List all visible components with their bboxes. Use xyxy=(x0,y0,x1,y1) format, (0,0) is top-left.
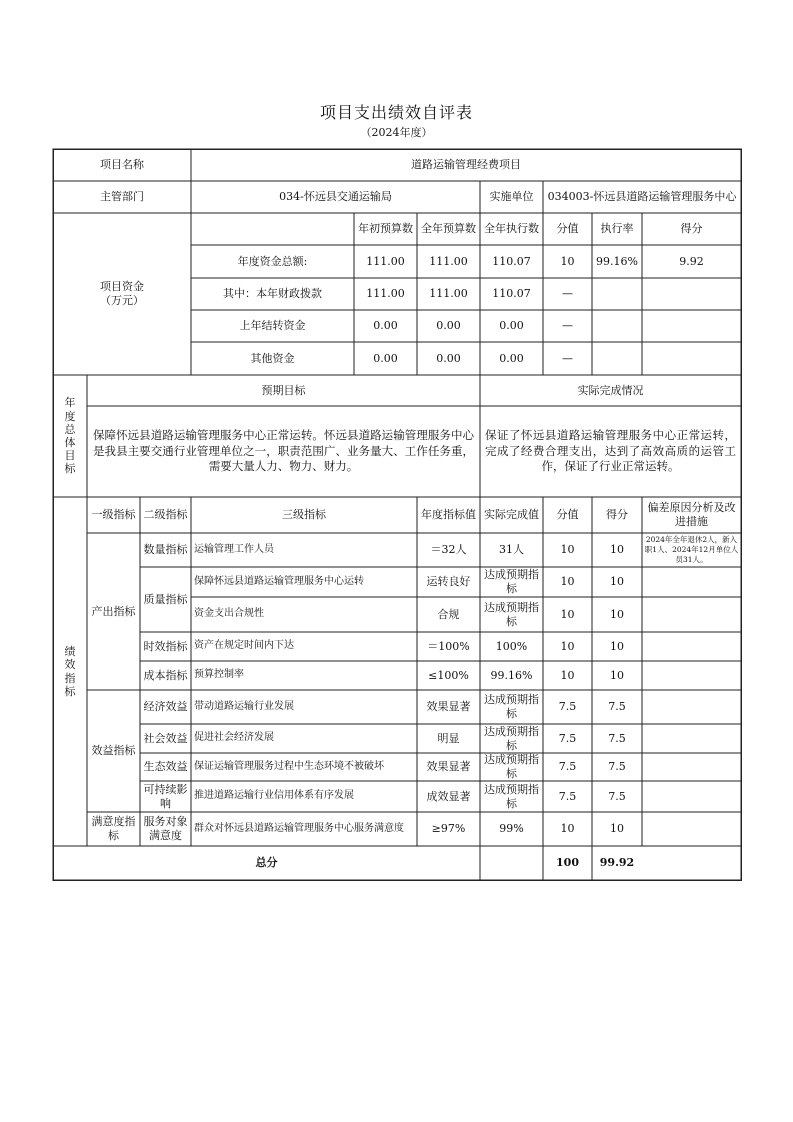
actual-goal-text: 保证了怀远县道路运输管理服务中心正常运转，完成了经费合理支出，达到了高效高质的运管工作，保证了行业正常运转。 xyxy=(485,428,736,474)
expected-goal-text: 保障怀远县道路运输管理服务中心正常运转。怀远县道路运输管理服务中心是我县主要交通行业管理单位之一，职责范围广、业务量大、工作任务重，需要大量人力、物力、财力。 xyxy=(93,428,474,474)
impl-unit-value: 034003-怀远县道路运输管理服务中心 xyxy=(547,190,737,204)
funds-header-annual: 全年预算数 xyxy=(421,222,476,236)
funds-label: 项目资金 （万元） xyxy=(100,280,144,307)
indicator-note xyxy=(642,661,741,690)
funds-row-annual: 0.00 xyxy=(436,351,461,365)
indicator-score: 10 xyxy=(610,822,624,836)
funds-row-weight: 10 xyxy=(560,254,575,268)
expected-goal-header: 预期目标 xyxy=(261,383,306,397)
indicator-note xyxy=(642,812,741,846)
indicator-target: ＝100% xyxy=(427,639,470,653)
total-label: 总分 xyxy=(255,856,278,870)
total-weight: 100 xyxy=(556,856,579,870)
indicator-name: 资产在规定时间内下达 xyxy=(194,640,294,652)
level2-timeliness: 时效指标 xyxy=(143,639,188,653)
indicator-target: 效果显著 xyxy=(426,760,471,774)
project-name-label: 项目名称 xyxy=(100,158,144,172)
indicator-weight: 10 xyxy=(560,668,575,682)
indicator-name: 保证运输管理服务过程中生态环境不被破坏 xyxy=(194,760,384,772)
ind-header-target: 年度指标值 xyxy=(421,508,476,522)
ind-header-score: 得分 xyxy=(606,508,628,522)
funds-row-label: 年度资金总额: xyxy=(237,254,308,268)
indicator-actual: 100% xyxy=(495,639,528,653)
funds-row-executed: 0.00 xyxy=(499,351,524,365)
level2-economic: 经济效益 xyxy=(143,700,188,714)
ind-header-actual: 实际完成值 xyxy=(484,508,539,522)
indicator-note xyxy=(642,781,741,812)
indicator-note xyxy=(642,597,741,632)
indicator-actual: 达成预期指标 xyxy=(484,568,539,595)
indicator-target: 成效显著 xyxy=(426,789,471,803)
funds-row-label: 其中：本年财政拨款 xyxy=(223,287,322,301)
indicator-target: 合规 xyxy=(437,607,460,621)
dept-value: 034-怀远县交通运输局 xyxy=(279,190,392,204)
funds-row-executed: 110.07 xyxy=(492,287,531,301)
dept-label: 主管部门 xyxy=(100,190,144,204)
indicator-actual: 达成预期指标 xyxy=(484,782,539,810)
level1-satisfaction: 满意度指标 xyxy=(91,815,136,842)
level2-ecological: 生态效益 xyxy=(143,760,188,774)
funds-row-weight: — xyxy=(562,351,573,365)
funds-row-score xyxy=(642,342,741,375)
indicator-actual: 31人 xyxy=(499,543,524,557)
indicator-weight: 10 xyxy=(560,575,575,589)
funds-row-score xyxy=(642,310,741,342)
funds-header-executed: 全年执行数 xyxy=(484,222,539,236)
indicator-name: 促进社会经济发展 xyxy=(194,732,274,744)
indicator-name: 群众对怀远县道路运输管理服务中心服务满意度 xyxy=(194,822,404,834)
level2-social: 社会效益 xyxy=(143,731,188,745)
level2-sustainable: 可持续影响 xyxy=(143,782,188,810)
indicator-actual: 达成预期指标 xyxy=(484,753,539,780)
level1-output: 产出指标 xyxy=(91,604,136,618)
funds-header-score: 得分 xyxy=(680,222,703,236)
funds-row-rate: 99.16% xyxy=(596,254,638,268)
indicator-target: 明显 xyxy=(437,731,460,745)
impl-unit-label: 实施单位 xyxy=(489,190,534,204)
indicators-label: 绩效指标 xyxy=(64,645,76,698)
indicator-score: 10 xyxy=(610,543,624,557)
indicator-name: 带动道路运输行业发展 xyxy=(194,700,294,712)
funds-row-annual: 0.00 xyxy=(436,319,461,333)
funds-row-annual: 111.00 xyxy=(429,287,468,301)
funds-row-label: 其他资金 xyxy=(250,351,295,365)
actual-goal-header: 实际完成情况 xyxy=(577,383,644,397)
indicator-score: 7.5 xyxy=(608,731,626,745)
indicator-note xyxy=(642,632,741,661)
ind-header-level2: 二级指标 xyxy=(143,508,188,522)
funds-row-rate xyxy=(592,278,642,310)
indicator-score: 10 xyxy=(610,607,624,621)
indicator-note xyxy=(642,724,741,753)
funds-row-label: 上年结转资金 xyxy=(239,319,306,333)
indicator-weight: 7.5 xyxy=(558,789,577,803)
indicator-weight: 10 xyxy=(560,607,575,621)
indicator-score: 10 xyxy=(610,668,624,682)
funds-row-initial: 0.00 xyxy=(373,351,398,365)
indicator-name: 运输管理工作人员 xyxy=(194,543,274,555)
funds-row-initial: 111.00 xyxy=(366,287,405,301)
total-score: 99.92 xyxy=(599,856,635,870)
indicator-actual: 达成预期指标 xyxy=(484,724,539,752)
funds-row-rate xyxy=(592,342,642,375)
indicator-name: 保障怀远县道路运输管理服务中心运转 xyxy=(194,575,364,587)
indicator-note xyxy=(642,753,741,781)
funds-row-weight: — xyxy=(562,319,573,333)
indicator-weight: 7.5 xyxy=(558,760,577,774)
indicator-name: 预算控制率 xyxy=(194,669,244,681)
indicator-target: 运转良好 xyxy=(426,575,471,589)
indicator-note: 2024年全年退休2人，新入职1人、2024年12月单位人员31人。 xyxy=(644,534,739,565)
ind-header-level3: 三级指标 xyxy=(282,508,326,522)
level2-quality: 质量指标 xyxy=(143,592,188,606)
funds-header-weight: 分值 xyxy=(556,222,579,236)
indicator-score: 7.5 xyxy=(608,760,626,774)
goals-label: 年度总体目标 xyxy=(64,396,76,476)
indicator-note xyxy=(642,690,741,724)
ind-header-deviation: 偏差原因分析及改进措施 xyxy=(647,501,736,528)
funds-row-initial: 0.00 xyxy=(373,319,398,333)
indicator-weight: 10 xyxy=(560,822,575,836)
funds-row-executed: 0.00 xyxy=(499,319,524,333)
indicator-weight: 7.5 xyxy=(558,700,577,714)
page-subtitle: （2024年度） xyxy=(360,126,433,139)
indicator-weight: 10 xyxy=(560,543,575,557)
funds-header-initial: 年初预算数 xyxy=(358,222,413,236)
funds-header-rate: 执行率 xyxy=(600,222,634,236)
page-title: 项目支出绩效自评表 xyxy=(319,103,473,122)
indicator-weight: 10 xyxy=(560,639,575,653)
project-name-value: 道路运输管理经费项目 xyxy=(411,158,521,172)
level2-cost: 成本指标 xyxy=(143,668,188,682)
goals-label-cell xyxy=(53,375,87,497)
ind-header-weight: 分值 xyxy=(556,508,579,522)
indicator-note xyxy=(642,567,741,597)
indicator-target: 效果显著 xyxy=(426,700,471,714)
funds-row-annual: 111.00 xyxy=(429,254,468,268)
indicator-actual: 达成预期指标 xyxy=(484,693,539,720)
indicator-name: 资金支出合规性 xyxy=(194,608,264,620)
indicator-weight: 7.5 xyxy=(558,731,577,745)
indicator-actual: 99.16% xyxy=(490,668,533,682)
indicator-target: ≤100% xyxy=(428,668,469,682)
level1-benefit: 效益指标 xyxy=(91,744,136,758)
funds-row-score xyxy=(642,278,741,310)
indicator-actual: 99% xyxy=(499,822,524,836)
indicator-score: 7.5 xyxy=(608,700,626,714)
indicator-target: ≥97% xyxy=(431,822,466,836)
level2-service-satisfaction: 服务对象满意度 xyxy=(143,815,188,842)
indicator-score: 10 xyxy=(610,575,624,589)
indicator-actual: 达成预期指标 xyxy=(484,600,539,628)
indicator-score: 7.5 xyxy=(608,789,626,803)
funds-row-executed: 110.07 xyxy=(492,254,531,268)
indicators-label-cell xyxy=(53,497,87,846)
indicator-target: ＝32人 xyxy=(430,543,467,557)
indicator-name: 推进道路运输行业信用体系有序发展 xyxy=(194,790,354,802)
funds-row-score: 9.92 xyxy=(679,254,704,268)
ind-header-level1: 一级指标 xyxy=(91,508,136,522)
indicator-score: 10 xyxy=(610,639,624,653)
funds-row-weight: — xyxy=(562,287,573,301)
level2-quantity: 数量指标 xyxy=(143,543,188,557)
funds-row-initial: 111.00 xyxy=(366,254,405,268)
funds-row-rate xyxy=(592,310,642,342)
